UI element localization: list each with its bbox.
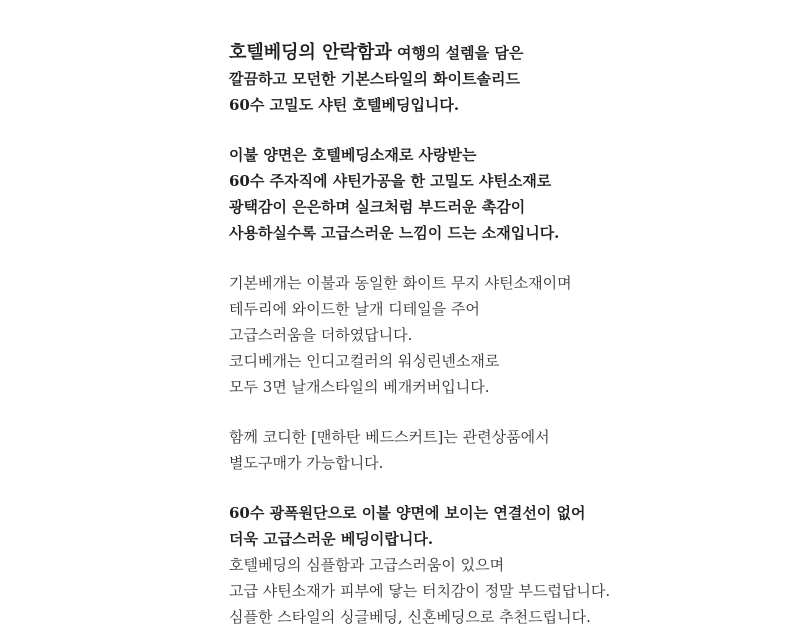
fabric-line: 사용하실수록 고급스러운 느낌이 드는 소재입니다. [229, 224, 560, 242]
pillow-line: 코디베개는 인디고컬러의 워싱린넨소재로 [229, 352, 500, 370]
spacer [229, 246, 800, 270]
intro-line-3: 60수 고밀도 샤틴 호텔베딩입니다. [229, 96, 460, 114]
intro-section [229, 40, 800, 118]
fabric-line: 60수 주자직에 샤틴가공을 한 고밀도 샤틴소재로 [229, 172, 552, 190]
fabric-section [229, 142, 800, 246]
closing-bold-line: 60수 광폭원단으로 이불 양면에 보이는 연결선이 없어 [229, 504, 586, 522]
closing-section [229, 500, 800, 630]
coordinate-line: 함께 코디한 [맨하탄 베드스커트]는 관련상품에서 [229, 428, 550, 446]
pillow-line: 테두리에 와이드한 날개 디테일을 주어 [229, 300, 480, 318]
fabric-line: 광택감이 은은하며 실크처럼 부드러운 촉감이 [229, 198, 526, 216]
pillow-line: 고급스러움을 더하였답니다. [229, 326, 413, 344]
spacer [229, 476, 800, 500]
fabric-line: 이불 양면은 호텔베딩소재로 사랑받는 [229, 146, 477, 164]
pillow-section [229, 270, 800, 400]
intro-title-line [229, 40, 800, 66]
pillow-line: 모두 3면 날개스타일의 베개커버입니다. [229, 378, 490, 396]
spacer [229, 118, 800, 142]
intro-title-main: 호텔베딩의 안락함과 [229, 42, 392, 63]
closing-line: 고급 샤틴소재가 피부에 닿는 터치감이 정말 부드럽답니다. [229, 582, 611, 600]
intro-line-2: 깔끔하고 모던한 기본스타일의 화이트솔리드 [229, 70, 520, 88]
spacer [229, 400, 800, 424]
closing-line: 호텔베딩의 심플함과 고급스러움이 있으며 [229, 556, 505, 574]
coordinate-line: 별도구매가 가능합니다. [229, 454, 384, 472]
coordinate-section [229, 424, 800, 476]
pillow-line: 기본베개는 이불과 동일한 화이트 무지 샤틴소재이며 [229, 274, 572, 292]
closing-line: 심플한 스타일의 싱글베딩, 신혼베딩으로 추천드립니다. [229, 608, 591, 626]
intro-title-sub: 여행의 설렘을 담은 [391, 44, 524, 62]
closing-bold-line: 더욱 고급스러운 베딩이랍니다. [229, 530, 434, 548]
